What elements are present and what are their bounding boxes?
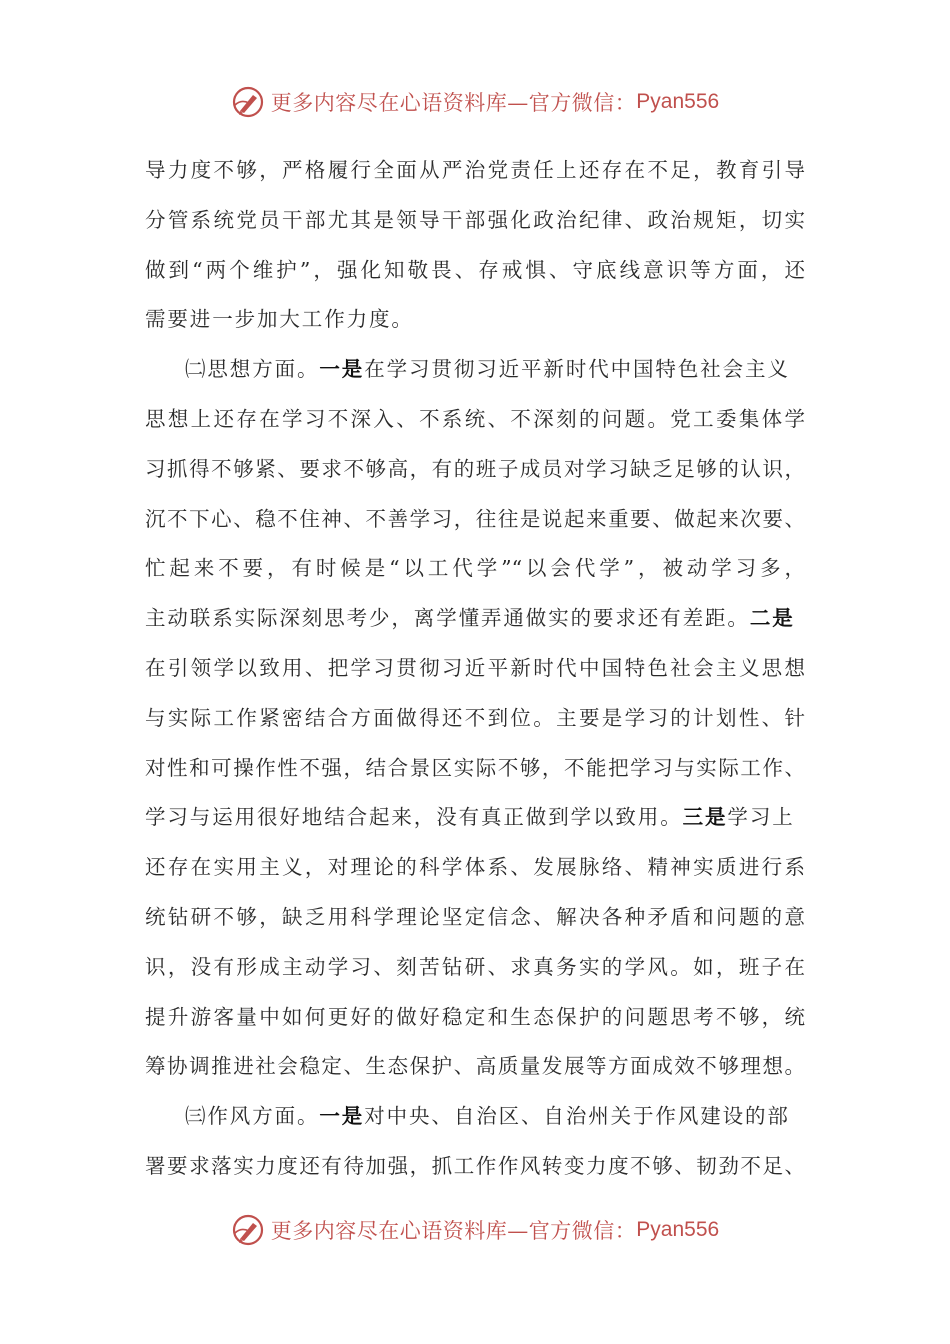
bold-marker: 二是 [749,606,795,631]
line-text: 主动联系实际深刻思考少，离学懂弄通做实的要求还有差距。 [145,606,750,631]
pen-logo-icon [231,1213,265,1247]
line-text: 沉不下心、稳不住神、不善学习，往往是说起来重要、做起来次要、 [145,506,805,531]
text-line [145,1042,805,1092]
line-text: 思想上还存在学习不深入、不系统、不深刻的问题。党工委集体学 [145,406,805,431]
line-text: 还存在实用主义，对理论的科学体系、发展脉络、精神实质进行系 [145,855,805,880]
text-line [145,694,805,744]
line-text: ㈢作风方面。 [185,1104,320,1129]
text-line [145,246,805,296]
text-line [145,445,805,495]
line-text: 需要进一步加大工作力度。 [145,307,414,332]
text-line [145,1092,805,1142]
line-text: 在引领学以致用、把学习贯彻习近平新时代中国特色社会主义思想 [145,655,805,680]
text-line [145,345,805,395]
line-text: 署要求落实力度还有待加强，抓工作作风转变力度不够、韧劲不足、 [145,1153,805,1178]
line-text-rest: 学习上 [727,805,795,830]
text-line [145,146,805,196]
bold-marker: 三是 [682,805,728,830]
text-line [145,893,805,943]
text-line [145,744,805,794]
watermark-wechat-id: Pyan556 [636,90,720,113]
text-line [145,644,805,694]
text-line [145,495,805,545]
text-line [145,1142,805,1192]
line-text: 对性和可操作性不强，结合景区实际不够，不能把学习与实际工作、 [145,755,805,780]
watermark-text: 更多内容尽在心语资料库—官方微信： [270,91,637,115]
text-line [145,295,805,345]
text-line [145,594,805,644]
text-line [145,993,805,1043]
line-text: 筹协调推进社会稳定、生态保护、高质量发展等方面成效不够理想。 [145,1054,805,1079]
text-line [145,843,805,893]
pen-logo-icon [231,85,265,119]
watermark-text: 更多内容尽在心语资料库—官方微信： [270,1219,637,1243]
line-text: 与实际工作紧密结合方面做得还不到位。主要是学习的计划性、针 [145,705,805,730]
text-line [145,793,805,843]
text-line [145,943,805,993]
text-line [145,196,805,246]
document-body [145,146,805,1192]
line-text: 学习与运用很好地结合起来，没有真正做到学以致用。 [145,805,683,830]
line-text: ㈡思想方面。 [185,357,320,382]
text-line [145,544,805,594]
line-text: 做到“两个维护”，强化知敬畏、存戒惧、守底线意识等方面，还 [145,257,805,282]
line-text: 习抓得不够紧、要求不够高，有的班子成员对学习缺乏足够的认识， [145,456,805,481]
line-text: 识，没有形成主动学习、刻苦钻研、求真务实的学风。如，班子在 [145,954,805,979]
line-text: 忙起来不要，有时候是“以工代学”“以会代学”，被动学习多， [145,556,805,581]
watermark-banner-bottom [0,1208,950,1252]
watermark-banner-top [0,80,950,124]
line-text: 分管系统党员干部尤其是领导干部强化政治纪律、政治规矩，切实 [145,207,805,232]
bold-marker: 一是 [319,1104,365,1129]
line-text-rest: 对中央、自治区、自治州关于作风建设的部 [364,1104,790,1129]
line-text-rest: 在学习贯彻习近平新时代中国特色社会主义 [364,357,790,382]
line-text: 提升游客量中如何更好的做好稳定和生态保护的问题思考不够，统 [145,1004,805,1029]
bold-marker: 一是 [319,357,365,382]
text-line [145,395,805,445]
line-text: 导力度不够，严格履行全面从严治党责任上还存在不足，教育引导 [145,158,805,182]
watermark-wechat-id: Pyan556 [636,1218,720,1241]
line-text: 统钻研不够，缺乏用科学理论坚定信念、解决各种矛盾和问题的意 [145,904,805,929]
